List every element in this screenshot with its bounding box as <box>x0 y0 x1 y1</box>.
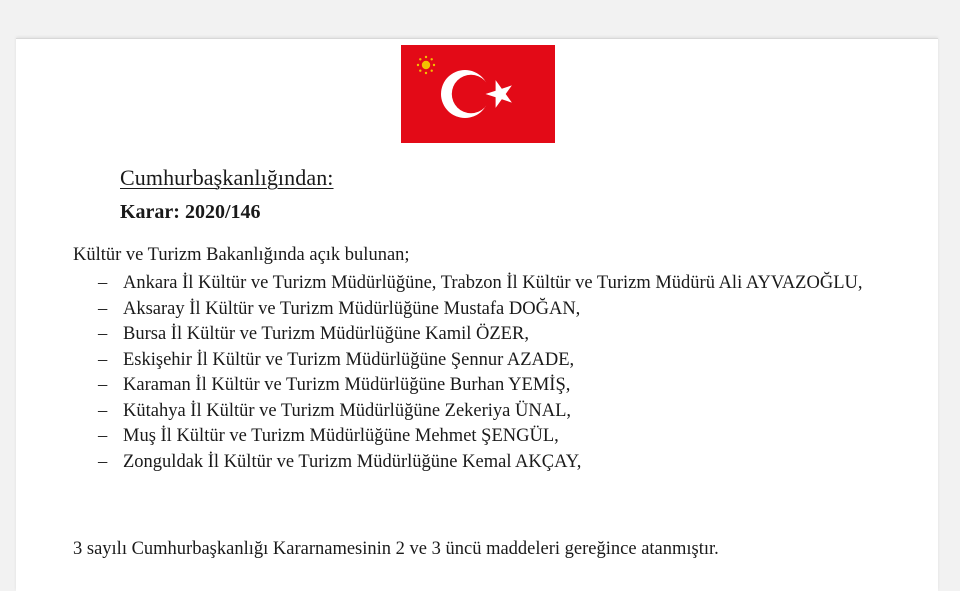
list-item <box>98 322 878 348</box>
intro-line: Kültür ve Turizm Bakanlığında açık bulunan; <box>73 245 410 265</box>
decision-number: Karar: 2020/146 <box>120 201 261 223</box>
list-dash: – <box>98 298 108 319</box>
list-item-text: Muş İl Kültür ve Turizm Müdürlüğüne Mehmet ŞENGÜL, <box>123 426 559 446</box>
list-item <box>98 348 878 374</box>
list-item <box>98 271 878 297</box>
list-item-text: Karaman İl Kültür ve Turizm Müdürlüğüne Burhan YEMİŞ, <box>123 375 571 395</box>
list-dash: – <box>98 349 108 370</box>
list-dash: – <box>98 273 108 293</box>
list-item-text: Kütahya İl Kültür ve Turizm Müdürlüğüne Zekeriya ÜNAL, <box>123 400 572 421</box>
appointment-list <box>98 271 878 475</box>
list-item <box>98 450 878 476</box>
list-item-text: Bursa İl Kültür ve Turizm Müdürlüğüne Kamil ÖZER, <box>123 324 529 344</box>
list-dash: – <box>98 451 108 472</box>
list-item <box>98 399 878 425</box>
list-dash: – <box>98 375 108 395</box>
list-dash: – <box>98 324 108 344</box>
closing-statement: 3 sayılı Cumhurbaşkanlığı Kararnamesinin 2 ve 3 üncü maddeleri gereğince atanmıştır. <box>73 539 719 559</box>
list-dash: – <box>98 400 108 421</box>
list-item <box>98 424 878 450</box>
issuer-heading: Cumhurbaşkanlığından: <box>120 165 334 190</box>
list-item <box>98 297 878 323</box>
turkish-flag-icon <box>401 45 555 143</box>
list-dash: – <box>98 426 108 446</box>
list-item-text: Ankara İl Kültür ve Turizm Müdürlüğüne, Trabzon İl Kültür ve Turizm Müdürü Ali AYVAZOĞLU, <box>123 273 863 293</box>
list-item-text: Eskişehir İl Kültür ve Turizm Müdürlüğüne Şennur AZADE, <box>123 349 575 370</box>
list-item-text: Zonguldak İl Kültür ve Turizm Müdürlüğüne Kemal AKÇAY, <box>123 451 582 472</box>
list-item-text: Aksaray İl Kültür ve Turizm Müdürlüğüne Mustafa DOĞAN, <box>123 298 581 319</box>
list-item <box>98 373 878 399</box>
document-page <box>16 38 938 591</box>
